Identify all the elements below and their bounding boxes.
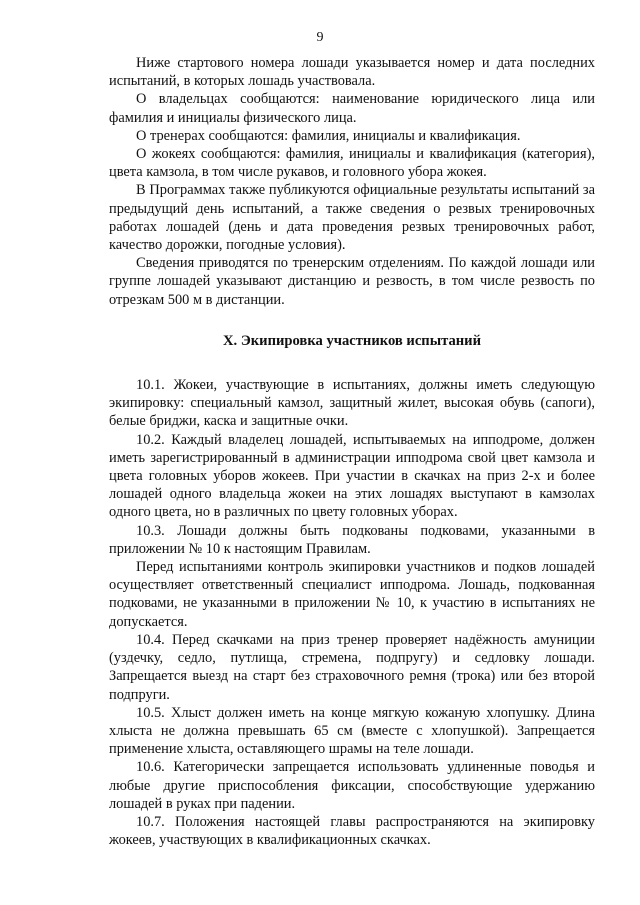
intro-paragraph: Сведения приводятся по тренерским отделениям. По каждой лошади или группе лошадей указывают дистанцию и резвость, в том числе резвость по отрезкам 500 м в дистанции. — [109, 255, 595, 308]
intro-paragraph: О владельцах сообщаются: наименование юридического лица или фамилия и инициалы физического лица. — [109, 91, 595, 126]
section-paragraph: 10.7. Положения настоящей главы распространяются на экипировку жокеев, участвующих в квалификационных скачках. — [109, 813, 595, 849]
section-paragraph: 10.4. Перед скачками на приз тренер проверяет надёжность амуниции (уздечку, седло, путлища, стремена, подпругу) и седловку лошади. Запрещается выезд на старт без страховочного ремня (трока) или без второй подпруги. — [109, 631, 595, 703]
intro-paragraph: О жокеях сообщаются: фамилия, инициалы и квалификация (категория), цвета камзола, в том числе рукавов, и головного убора жокея. — [109, 146, 595, 181]
section-paragraph: 10.1. Жокеи, участвующие в испытаниях, должны иметь следующую экипировку: специальный камзол, защитный жилет, высокая обувь (сапоги), белые бриджи, каска и защитные очки. — [109, 377, 595, 430]
section-heading: X. Экипировка участников испытаний — [223, 332, 481, 349]
page-content — [109, 54, 595, 849]
section-paragraph: 10.2. Каждый владелец лошадей, испытываемых на ипподроме, должен иметь зарегистрированный в администрации ипподрома свой цвет камзола и цвета головных уборов жокеев. При участии в скачках на приз 2-х и более лошадей одного владельца жокеи на этих лошадях выступают в камзолах одного цвета, но в различных по цвету головных уборах. — [109, 431, 595, 521]
section-paragraph: 10.6. Категорически запрещается использовать удлиненные поводья и любые другие приспособления фиксации, способствующие удержанию лошадей в руках при падении. — [109, 759, 595, 812]
intro-paragraph: О тренерах сообщаются: фамилия, инициалы и квалификация. — [136, 127, 521, 144]
intro-paragraph: В Программах также публикуются официальные результаты испытаний за предыдущий день испытаний, а также сведения о резвых тренировочных работах лошадей (день и дата проведения резвых тренировочных работ, качество дорожки, погодные условия). — [109, 182, 595, 254]
intro-paragraph: Ниже стартового номера лошади указывается номер и дата последних испытаний, в которых лошадь участвовала. — [109, 55, 595, 90]
section-paragraph: 10.3. Лошади должны быть подкованы подковами, указанными в приложении № 10 к настоящим Правилам. — [109, 522, 595, 557]
page-number: 9 — [316, 30, 324, 45]
section-paragraph: 10.5. Хлыст должен иметь на конце мягкую кожаную хлопушку. Длина хлыста не должна превышать 65 см (вместе с хлопушкой). Запрещается применение хлыста, оставляющего шрамы на теле лошади. — [109, 704, 595, 758]
section-paragraph: Перед испытаниями контроль экипировки участников и подков лошадей осуществляет ответственный специалист ипподрома. Лошадь, подкованная подковами, не указанными в приложении № 10, к участию в испытаниях не допускается. — [109, 559, 595, 630]
